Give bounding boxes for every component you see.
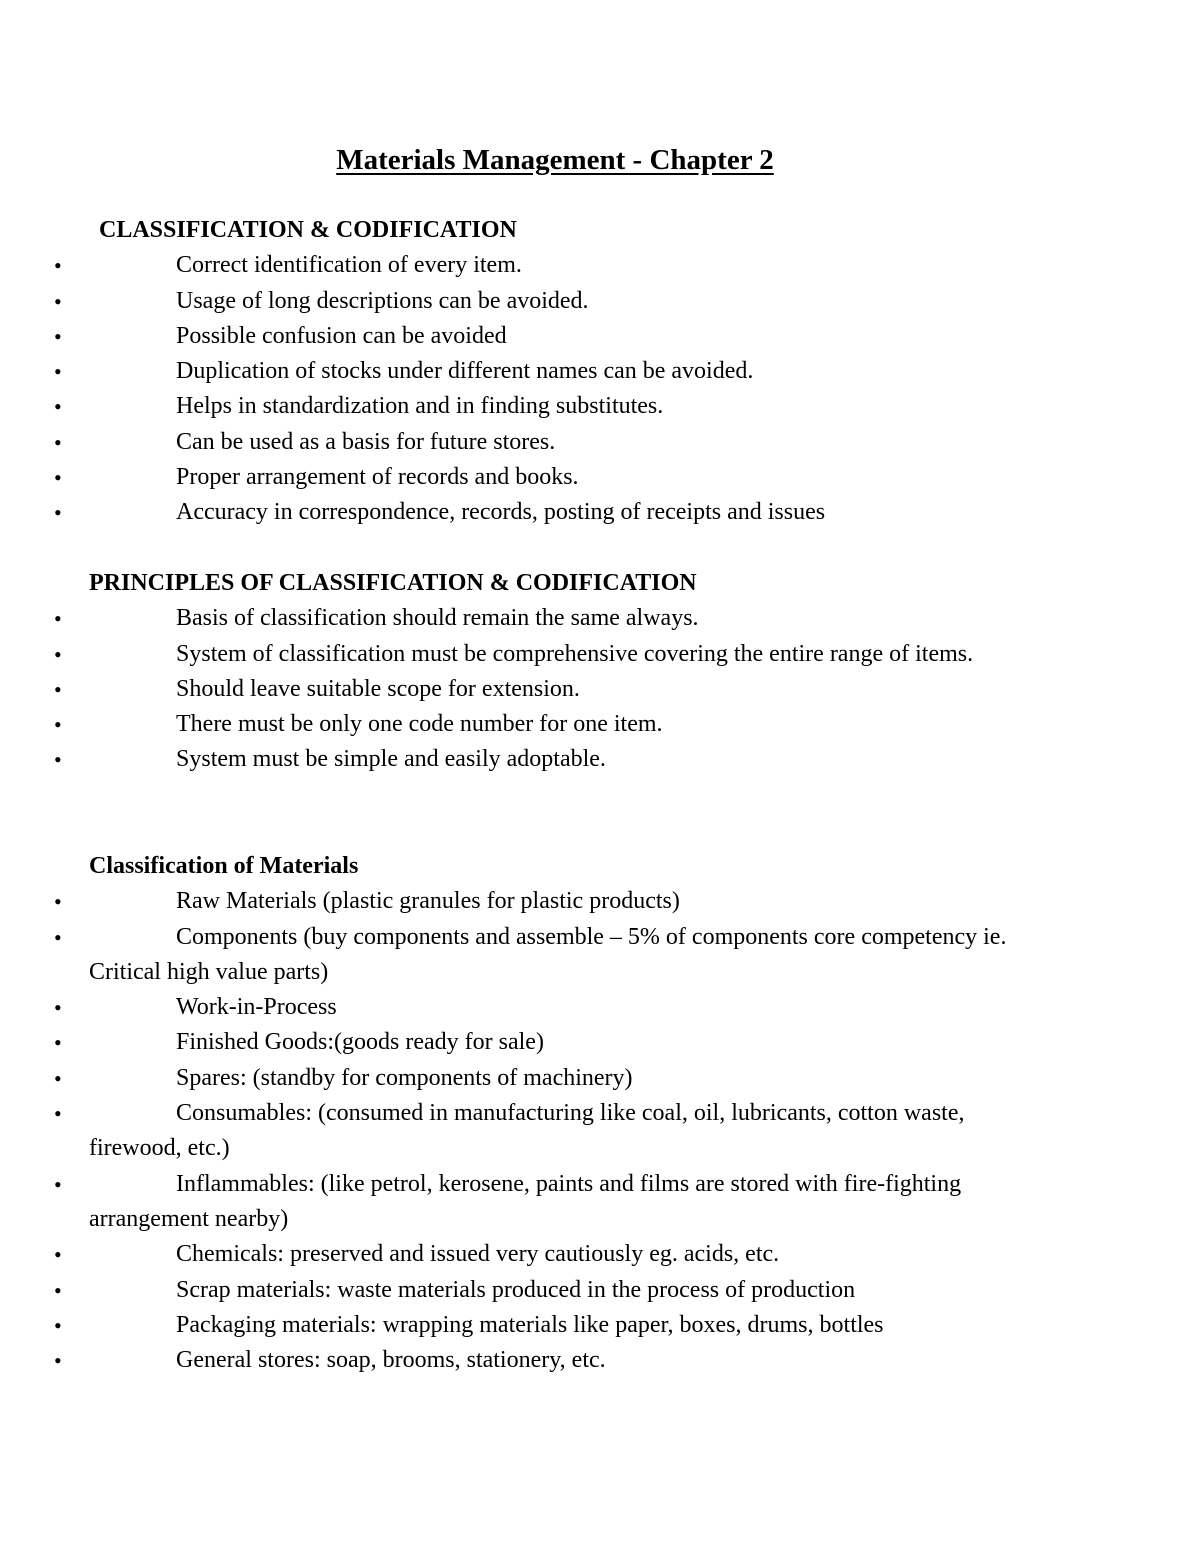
bullet-icon: • — [54, 995, 62, 1021]
bullet-icon: • — [54, 429, 62, 455]
list-item: • Packaging materials: wrapping materials like paper, boxes, drums, bottles — [0, 1308, 1029, 1343]
list-item: • Scrap materials: waste materials produced in the process of production — [0, 1273, 1029, 1308]
bullet-icon: • — [54, 924, 62, 950]
list-item: • Usage of long descriptions can be avoided. — [0, 284, 1029, 319]
section-heading: PRINCIPLES OF CLASSIFICATION & CODIFICATION — [89, 570, 697, 596]
bullet-icon: • — [54, 676, 62, 702]
bullet-icon: • — [54, 889, 62, 915]
list-item: • Work-in-Process — [0, 990, 1029, 1025]
bullet-icon: • — [54, 465, 62, 491]
list-item: • Correct identification of every item. — [0, 248, 1029, 283]
section-classification-of-materials — [0, 849, 1200, 1378]
section-principles — [0, 566, 1200, 778]
list-item: • Spares: (standby for components of machinery) — [0, 1061, 1029, 1096]
bullet-icon: • — [54, 712, 62, 738]
bullet-icon: • — [54, 1242, 62, 1268]
bullet-icon: • — [54, 1030, 62, 1056]
list-item: • Should leave suitable scope for extension. — [0, 672, 1029, 707]
list-item: • General stores: soap, brooms, stationery, etc. — [0, 1343, 1029, 1378]
bullet-icon: • — [54, 1312, 62, 1338]
list-item: • Components (buy components and assemble – 5% of components core competency ie. Critical high value parts) — [0, 920, 1029, 991]
bullet-icon: • — [54, 500, 62, 526]
list-item: • Can be used as a basis for future stores. — [0, 425, 1029, 460]
bullet-icon: • — [54, 606, 62, 632]
list-item: • Possible confusion can be avoided — [0, 319, 1029, 354]
list-item: • Finished Goods:(goods ready for sale) — [0, 1025, 1029, 1060]
list-item: • Accuracy in correspondence, records, posting of receipts and issues — [0, 495, 1029, 530]
list-item: • System of classification must be comprehensive covering the entire range of items. — [0, 637, 1029, 672]
list-item: • Consumables: (consumed in manufacturing like coal, oil, lubricants, cotton waste, firewood, etc.) — [0, 1096, 1029, 1167]
list-item: • Helps in standardization and in finding substitutes. — [0, 389, 1029, 424]
section-heading: Classification of Materials — [89, 853, 359, 879]
section-classification-codification — [0, 213, 1200, 531]
bullet-icon: • — [54, 1065, 62, 1091]
bullet-list — [0, 601, 1200, 777]
bullet-icon: • — [54, 747, 62, 773]
section-heading: CLASSIFICATION & CODIFICATION — [99, 217, 517, 243]
bullet-icon: • — [54, 359, 62, 385]
bullet-icon: • — [54, 1348, 62, 1374]
list-item: • System must be simple and easily adoptable. — [0, 742, 1029, 777]
bullet-icon: • — [54, 1277, 62, 1303]
bullet-icon: • — [54, 323, 62, 349]
bullet-icon: • — [54, 288, 62, 314]
list-item: • Proper arrangement of records and books. — [0, 460, 1029, 495]
list-item: • There must be only one code number for one item. — [0, 707, 1029, 742]
bullet-icon: • — [54, 1101, 62, 1127]
bullet-icon: • — [54, 253, 62, 279]
list-item: • Duplication of stocks under different names can be avoided. — [0, 354, 1029, 389]
list-item: • Chemicals: preserved and issued very cautiously eg. acids, etc. — [0, 1237, 1029, 1272]
bullet-icon: • — [54, 641, 62, 667]
list-item: • Basis of classification should remain the same always. — [0, 601, 1029, 636]
list-item: • Raw Materials (plastic granules for plastic products) — [0, 884, 1029, 919]
bullet-icon: • — [54, 1171, 62, 1197]
bullet-icon: • — [54, 394, 62, 420]
bullet-list — [0, 884, 1200, 1378]
bullet-list — [0, 248, 1200, 530]
list-item: • Inflammables: (like petrol, kerosene, paints and films are stored with fire-fighting arrangement nearby) — [0, 1167, 1029, 1238]
page-title: Materials Management - Chapter 2 — [336, 144, 774, 176]
